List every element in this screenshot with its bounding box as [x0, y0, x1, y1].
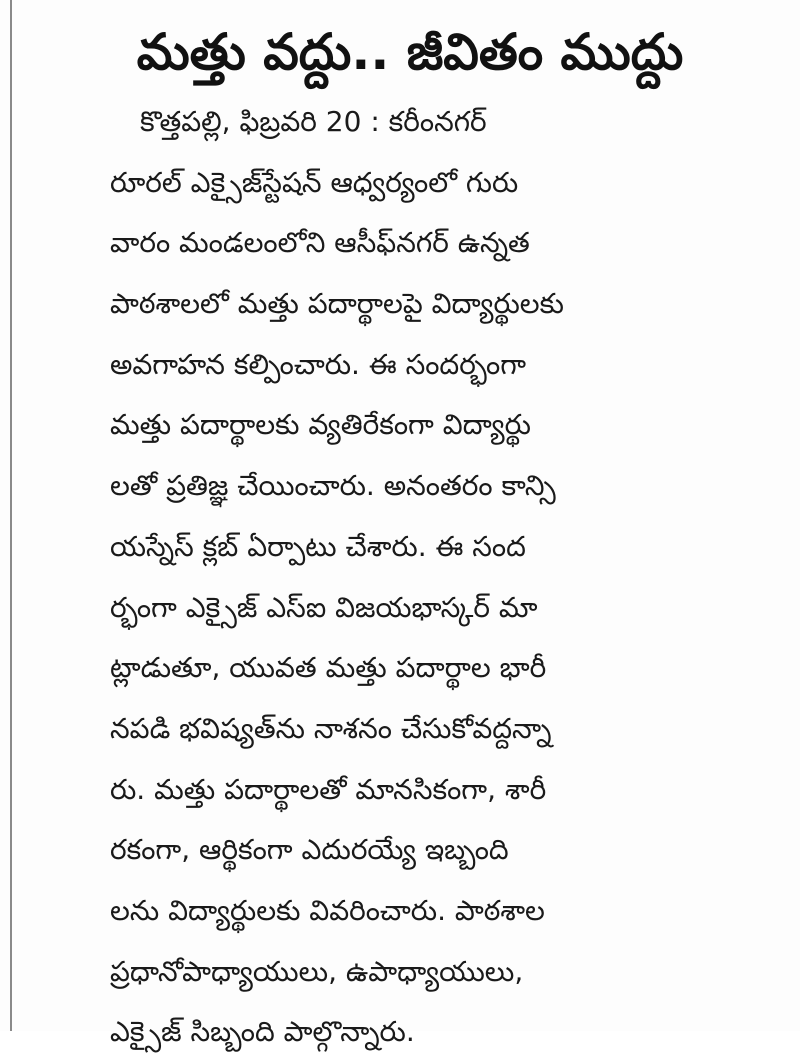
article-line: ట్లాడుతూ, యువత మత్తు పదార్థాల భారీ	[110, 651, 547, 685]
article-line: పాఠశాలలో మత్తు పదార్థాలపై విద్యార్థులకు	[110, 287, 564, 321]
article-line: ర్భంగా ఎక్సైజ్ ఎస్ఐ విజయభాస్కర్ మా	[110, 590, 538, 624]
article-line: మత్తు పదార్థాలకు వ్యతిరేకంగా విద్యార్థు	[110, 408, 531, 442]
article-line: అవగాహన కల్పించారు. ఈ సందర్భంగా	[110, 347, 527, 381]
article-line: రకంగా, ఆర్థికంగా ఎదురయ్యే ఇబ్బంది	[110, 833, 509, 867]
article-line: నపడి భవిష్యత్‌ను నాశనం చేసుకోవద్దన్నా	[110, 711, 552, 745]
column-divider	[10, 0, 12, 1031]
article-line: ఎక్సైజ్ సిబ్బంది పాల్గొన్నారు.	[110, 1015, 415, 1049]
article-body	[110, 92, 730, 1063]
article-line: లను విద్యార్థులకు వివరించారు. పాఠశాల	[110, 893, 545, 927]
article-line: ప్రధానోపాధ్యాయులు, ఉపాధ్యాయులు,	[110, 954, 524, 988]
article-line: కొత్తపల్లి, ఫిబ్రవరి 20 : కరీంనగర్	[140, 105, 487, 138]
article-headline: మత్తు వద్దు.. జీవితం ముద్దు	[136, 23, 684, 81]
article-line: యస్నేస్ క్లబ్ ఏర్పాటు చేశారు. ఈ సంద	[110, 529, 526, 563]
article-line: లతో ప్రతిజ్ఞ చేయించారు. అనంతరం కాన్సి	[110, 469, 556, 503]
article-line: రూరల్ ఎక్సైజ్‌స్టేషన్ ఆధ్వర్యంలో గురు	[110, 165, 519, 199]
article-line: వారం మండలంలోని ఆసీఫ్‌నగర్ ఉన్నత	[110, 226, 530, 260]
article-line: రు. మత్తు పదార్థాలతో మానసికంగా, శారీ	[110, 772, 547, 806]
